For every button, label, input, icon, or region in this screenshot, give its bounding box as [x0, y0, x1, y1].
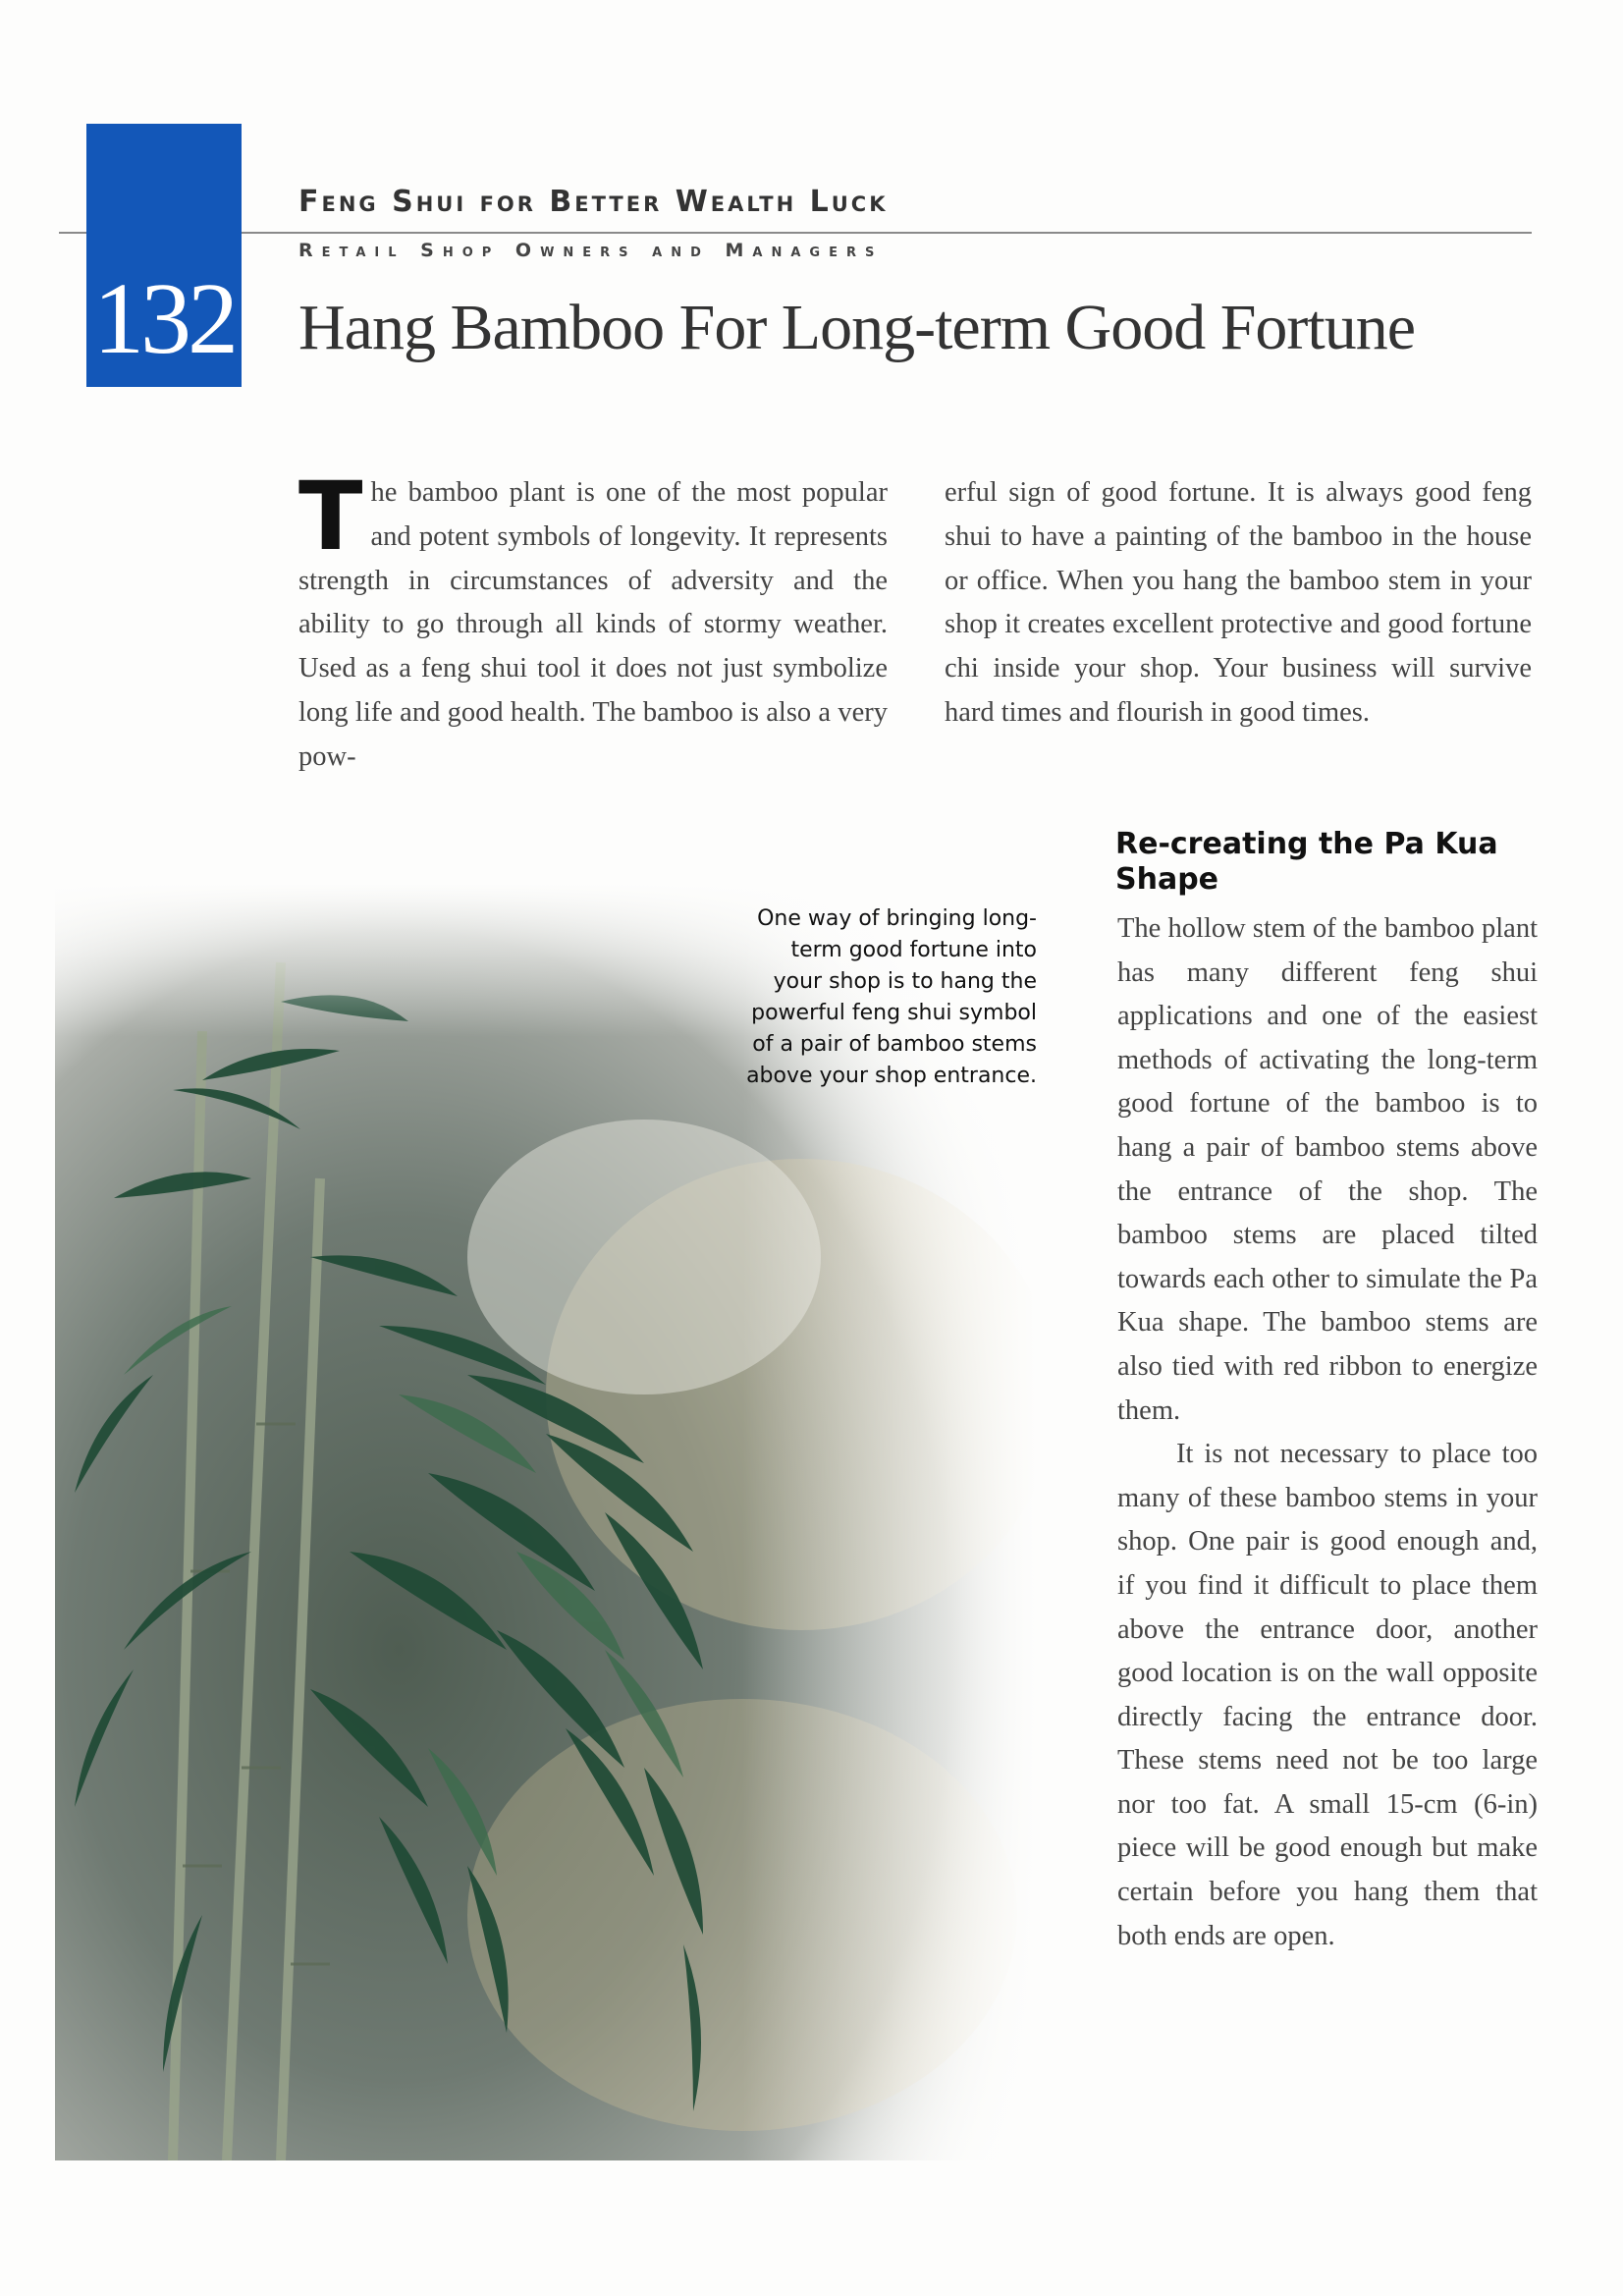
- intro-column-2: erful sign of good fortune. It is always good feng shui to have a painting of the bamboo in the house or office. When you hang the bamboo stem in your shop it creates excellent protective and good fortune chi inside your shop. Your business will survive hard times and flourish in good times.: [945, 477, 1532, 728]
- page-title: Hang Bamboo For Long-term Good Fortune: [298, 292, 1416, 363]
- intro-column-1: [298, 462, 888, 780]
- section-column: [1117, 907, 1538, 1958]
- drop-cap: T: [298, 462, 363, 572]
- page-number: 132: [93, 262, 235, 375]
- section-heading: Re-creating the Pa Kua Shape: [1115, 827, 1498, 897]
- figure-caption: One way of bringing long-term good fortune into your shop is to hang the powerful feng shui symbol of a pair of bamboo stems above your shop entrance.: [746, 906, 1037, 1088]
- section-paragraph-1: The hollow stem of the bamboo plant has many different feng shui applications and one of the easiest methods of activating the long-term good fortune of the bamboo is to hang a pair of bamboo stems above the entrance of the shop. The bamboo stems are placed tilted towards each other to simulate the Pa Kua shape. The bamboo stems are also tied with red ribbon to energize them.: [1117, 913, 1538, 1426]
- page-number-box: [86, 124, 242, 387]
- bamboo-painting: [55, 884, 1037, 2160]
- series-title: Feng Shui for Better Wealth Luck: [298, 185, 889, 219]
- intro-text-1: he bamboo plant is one of the most popular and potent symbols of longevity. It represents strength in circumstances of adversity and the ability to go through all kinds of stormy weather. Used as a feng shui tool it does not just symbolize long life and good health. The bamboo is also a very pow-: [298, 477, 888, 772]
- header-rule: [59, 232, 1532, 234]
- section-paragraph-2: It is not necessary to place too many of these bamboo stems in your shop. One pair is good enough and, if you find it difficult to place them above the entrance door, another good location is on the wall opposite directly facing the entrance door. These stems need not be too large nor too fat. A small 15-cm (6-in) piece will be good enough but make certain before you hang them that both ends are open.: [1117, 1439, 1538, 1951]
- subseries-title: Retail Shop Owners and Managers: [298, 240, 884, 261]
